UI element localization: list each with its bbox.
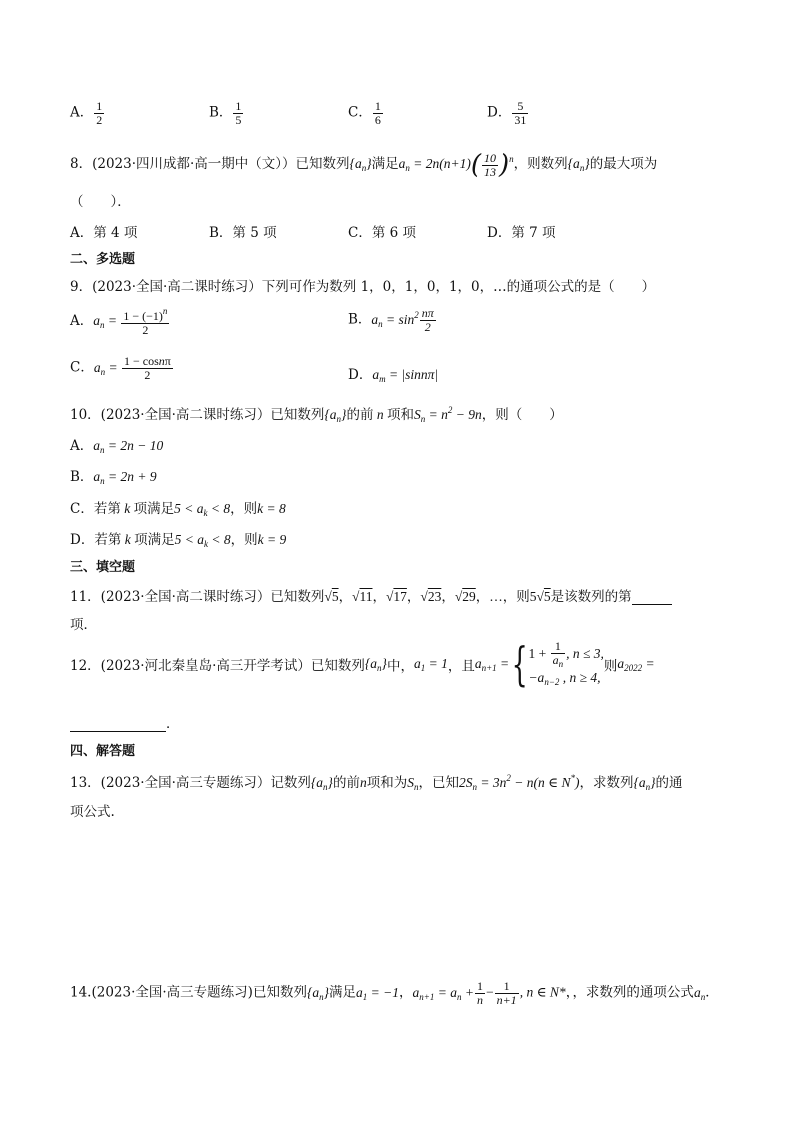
q11-suffix: 是该数列的第 bbox=[550, 589, 632, 605]
frac-num: 5 bbox=[512, 100, 528, 114]
option-label: D． bbox=[487, 104, 512, 121]
q13-mid4: ，求数列 bbox=[579, 775, 634, 791]
q13-prefix: 13．(2023·全国·高三专题练习）记数列 bbox=[70, 775, 311, 791]
q10-d-mid: 项满足 bbox=[134, 532, 175, 548]
frac-den: 6 bbox=[374, 112, 381, 127]
q8-option-b: B．第 5 项 bbox=[209, 225, 277, 241]
q10-stem: 10．(2023·全国·高二课时练习）已知数列$\{a_n\}$的前 n 项和$S_n = n^2 - 9n$，则（ ） bbox=[70, 405, 563, 424]
section-heading-answer: 四、解答题 bbox=[70, 744, 136, 759]
q8-prefix: 8．(2023·四川成都·高一期中（文））已知数列 bbox=[70, 156, 350, 173]
q7-option-c bbox=[348, 100, 384, 126]
frac-num: 1 bbox=[235, 99, 242, 113]
option-label: D． bbox=[348, 367, 373, 383]
option-label: B． bbox=[209, 104, 233, 121]
q11-prefix: 11．(2023·全国·高二课时练习）已知数列 bbox=[70, 589, 325, 605]
option-label: C． bbox=[348, 104, 372, 121]
q10-option-c: C．若第 k 项满足$5 < a_k < 8$，则k = 8 bbox=[70, 501, 286, 518]
section-heading-multi-choice: 二、多选题 bbox=[70, 252, 136, 267]
q8-option-a: A．第 4 项 bbox=[70, 225, 138, 241]
q14-suffix: ，求数列的通项公式 bbox=[572, 984, 694, 1001]
q12-prefix: 12．(2023·河北秦皇岛·高三开学考试）已知数列 bbox=[70, 658, 365, 675]
q14-mid: 满足 bbox=[329, 984, 357, 1001]
frac-num: 1 bbox=[96, 99, 103, 113]
q9-option-c: C．$a_n$ = $\frac{1 - \cos n\pi}{2}$ bbox=[70, 354, 171, 382]
option-label: B． bbox=[70, 469, 94, 485]
q9-option-b: B．$a_n = \sin^2$ $\frac{n\pi}{2}$ bbox=[348, 306, 434, 334]
q12-mid2: ，且 bbox=[447, 658, 475, 675]
q9-stem: 9．(2023·全国·高二课时练习）下列可作为数列 1，0，1，0，1，0，…的通项公式的是（ ） bbox=[70, 279, 656, 295]
q13-mid3: ，已知 bbox=[418, 775, 459, 791]
q9-option-d: D．$a_m = |\sin n\pi|$ bbox=[348, 367, 439, 384]
answer-blank[interactable] bbox=[632, 588, 672, 605]
q10-option-d: D．若第 k 项满足$5 < a_k < 8$，则k = 9 bbox=[70, 532, 287, 549]
q10-prefix: 10．(2023·全国·高二课时练习）已知数列 bbox=[70, 407, 325, 423]
option-label: A． bbox=[70, 104, 94, 121]
q10-c-then: ，则 bbox=[230, 501, 258, 517]
q12-piecewise: 1 + $\frac{1}{a_n}$ , n ≤ 3, $-a_{n-2}$ , n ≥ 4, bbox=[528, 639, 604, 688]
q7-option-a bbox=[70, 100, 105, 126]
q10-suffix: ，则（ ） bbox=[481, 407, 563, 423]
q12-end: ． bbox=[166, 716, 180, 732]
option-label: C． bbox=[70, 359, 94, 376]
answer-blank[interactable] bbox=[70, 715, 166, 732]
q10-option-a: A．$a_n = 2n - 10$ bbox=[70, 438, 164, 455]
section-heading-fill-blank: 三、填空题 bbox=[70, 560, 136, 575]
q8-paren: （ ）． bbox=[70, 194, 131, 210]
q8-option-c: C．第 6 项 bbox=[348, 225, 417, 241]
q10-option-b: B．$a_n = 2n + 9$ bbox=[70, 469, 157, 486]
q10-mid2: 项和 bbox=[386, 407, 414, 423]
q13-stem: 13．(2023·全国·高三专题练习）记数列$\{a_n\}$的前n项和为$S_n$，已知$2S_n = 3n^2 - n(n$ ∈ N*)，求数列$\{a_n\}$的通 bbox=[70, 773, 683, 792]
math-seq-an: $\{a_n\}$ bbox=[349, 156, 372, 174]
q13-mid: 的前 bbox=[332, 775, 360, 791]
frac-den: 2 bbox=[96, 112, 103, 127]
q12-mid: 中， bbox=[386, 658, 414, 675]
q8-end: 的最大项为 bbox=[589, 156, 658, 173]
q12-then: 则 bbox=[603, 658, 618, 675]
q8-mid: 满足 bbox=[371, 156, 399, 173]
frac-den: 5 bbox=[235, 112, 242, 127]
q8-suffix: ，则数列 bbox=[513, 156, 568, 173]
q10-c-text: C．若第 bbox=[70, 501, 121, 517]
q10-c-mid: 项满足 bbox=[133, 501, 175, 517]
q7-option-d bbox=[487, 100, 529, 126]
q13-end: 的通 bbox=[655, 775, 683, 791]
q9-option-a: A．$a_n$ = $\frac{1 - (-1)^n}{2}$ bbox=[70, 306, 168, 337]
q7-option-b bbox=[209, 100, 244, 126]
q12-answer-line bbox=[70, 712, 180, 732]
q12-stem: 12．(2023·河北秦皇岛·高三开学考试）已知数列$\{a_n\}$中，$a_1 = 1$，且$a_{n+1}$ ={ 1 + $\frac{1}{a_n}$ , n ≤ 3, $-a_{n-2}$ , n ≥ 4, 则$a_{2022}$ = bbox=[70, 637, 655, 692]
q11-line2: 项． bbox=[70, 617, 97, 633]
option-label: A． bbox=[70, 438, 94, 454]
frac-den: 31 bbox=[514, 112, 527, 127]
q10-d-then: ，则 bbox=[230, 532, 258, 548]
q13-line2: 项公式. bbox=[70, 804, 115, 820]
q11-stem: 11．(2023·全国·高二课时练习）已知数列√5，√11，√17，√23，√29，…，则5√5是该数列的第 bbox=[70, 585, 672, 605]
option-label: B． bbox=[348, 311, 372, 328]
math-seq-an: $\{a_n\}$ bbox=[567, 156, 590, 174]
q10-d-text: D．若第 bbox=[70, 532, 122, 548]
frac-num: 1 bbox=[374, 99, 381, 113]
q14-stem: 14.(2023·全国·高三专题练习)已知数列$\{a_n\}$满足$a_1 = -1$，$a_{n+1} = a_n$ + $\frac{1}{n}$ − $\frac{1}{n+1}$ , n ∈ N*，，求数列的通项公式$a_n$． bbox=[70, 979, 719, 1007]
q14-prefix: 14.(2023·全国·高三专题练习)已知数列 bbox=[70, 984, 307, 1001]
q13-mid2: 项和为 bbox=[366, 775, 408, 791]
math-q8-formula: $a_n = 2n(n+1)$( $\frac{10}{13}$ )$^n$ bbox=[398, 150, 514, 180]
q8-option-d: D．第 7 项 bbox=[487, 225, 556, 241]
option-label: A． bbox=[70, 313, 94, 330]
q10-mid: 的前 bbox=[346, 407, 374, 423]
q8-stem bbox=[70, 150, 657, 180]
